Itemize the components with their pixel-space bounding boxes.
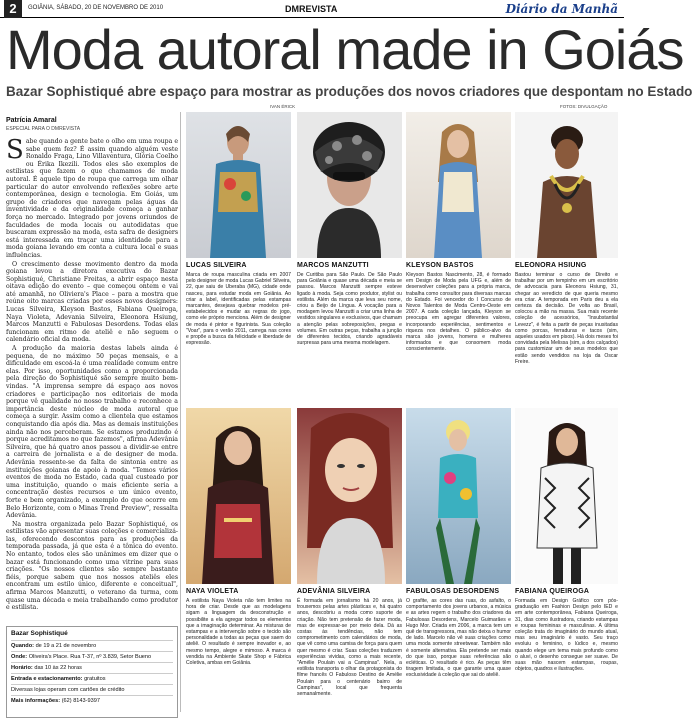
headline: Moda autoral made in Goiás [6, 18, 684, 81]
byline-role: ESPECIAL PARA O DMREVISTA [6, 126, 81, 132]
article-body [6, 135, 178, 618]
designer-name: ELEONORA HSIUNG [515, 262, 587, 269]
designer-description: Marca de roupa masculina criada em 2007 pelo designer de moda Lucas Gabriel Silveira, 22, que saiu de Uberaba (MG), cidade onde nasceu, para estudar moda em Goiânia. Ao criar a label, identificadas pelas estampas marcantes, desejava quebrar modelos pré-estabelecidos e mudar as regras do jogo, como ele próprio menciona. Além de designer de moda é pintor e figurinista. Sua coleção "Voar", para o verão 2011, carrega nas cores e propõe a busca da felicidade e liberdade de expressão. [186, 272, 291, 347]
designer-description: Bastou terminar o curso de Direito e trabalhar por um tempinho em um escritório de advocacia para Eleonora Hsiung, 31, chegar ao veredicto de que queria mesmo era criar. A temporada em Paris deu a ela certeza da decisão. De volta ao Brasil, colocou a mão na massa. Sua mais recente coleção de acessórios, "Insubstantial Levezz", é feita a partir de peças inusitadas como porcas, ferraduras e tacos (sim, aqueles usados em pisos). Há dois meses foi convidada pela Melissa (sim, a dos calçados) para customizar um de seus modelos que estão sendo vendidos na loja da Oscar Freire. [515, 272, 618, 365]
event-info-box [6, 626, 178, 718]
info-row: Diversas lojas operam com cartões de crédito [11, 684, 173, 695]
info-row: Quando: de 19 a 21 de novembro [11, 640, 173, 651]
drop-cap: S [6, 135, 24, 165]
designer-name: FABIANA QUEIROGA [515, 588, 590, 595]
photo-lucas-silveira [186, 112, 291, 258]
page-header-bar [0, 0, 624, 18]
designer-name: FABULOSAS DESORDENS [406, 588, 500, 595]
designer-name: NAYA VIOLETA [186, 588, 239, 595]
photo-fabiana-queiroga [515, 408, 618, 584]
designer-name: ADEVÂNIA SILVEIRA [297, 588, 371, 595]
info-row: Horário: das 10 às 22 horas [11, 662, 173, 673]
photo-naya-violeta [186, 408, 291, 584]
article-paragraph: abe quando a gente bate o olho em uma roupa e sabe quem fez? É assim quando alguém veste Ronaldo Fraga, Lino Villaventura, Glória Coelho ou Érika Ikezili. Todos eles são exemplos de estilistas que fazem o que chamamos de moda autoral. É aquele tipo de roupa que carrega um olhar particular do autor envolvendo reflexões sobre arte contemporânea, design e tecnologia. Em Goiás, um grupo de criadores que navegam pelas águas da inventividade e da originalidade começa a ganhar força no mercado. Integrado por jovens oriundos de faculdades de moda locais ou autodidatas que buscaram expressão na moda, esta safra de designers está interessada em traçar uma identidade para a moda goiana levando em conta a cultura local e suas influências. [6, 138, 178, 259]
photo-credit-left: IVAN ÉRICK [270, 104, 296, 109]
designer-description: Kleyson Bastos Nascimento, 28, é formado em Design de Moda pela UFG e, além de desenvolver coleções para a própria marca, trabalha como consultor para diversas marcas do Estado. Foi vencedor do I Concurso de Novos Talentos de Moda Centro-Oeste em 2007. A cada coleção lançada, Kleyson se preocupa em agregar diferentes valores, incorporando experiências, sentimentos e riqueza nos detalhes. O público-alvo da marca são jovens, homens e mulheres informados e que consomem moda conscientemente. [406, 272, 511, 353]
photo-adevania-silveira [297, 408, 402, 584]
info-row: Entrada e estacionamento: gratuitos [11, 673, 173, 684]
dateline: GOIÂNIA, SÁBADO, 20 DE NOVEMBRO DE 2010 [28, 5, 164, 11]
designer-name: LUCAS SILVEIRA [186, 262, 247, 269]
photo-eleonora-hsiung [515, 112, 618, 258]
designer-description: Formada em Design Gráfico com pós-graduação em Fashion Design pelo IED e em arte contemporânea, Fabiana Queiroga, 31, dias como ilustradora, criando estampas e roupas femininas e masculinas. A última coleção trata do imaginário do mundo atual, mas seu imaginário é vasto. Seu traço evoluiu o feminino, o lúdico e, mesmo quando elege um tema mais profundo como o aluvi, o desenho consegue ser suave. De suas mão nascem estampas, roupas, objetos, quadros e ilustrações. [515, 598, 618, 673]
info-box-title: Bazar Sophistiqué [11, 630, 68, 637]
page-number: 2 [4, 0, 22, 18]
photo-fabulosas-desordens [406, 408, 511, 584]
photo-marcos-manzutti [297, 112, 402, 258]
designer-description: A estilista Naya Violeta não tem limites na hora de criar. Desde que as modelagens sigam a linguagem da desconstrução e possibilite a ela agregar todos os elementos que a imaginação determinar. As misturas de estampas e a intervenção sobre o tecido são personalidade a todas as peças que saem do ateliê. O resultado é sempre inovador e, ao mesmo tempo, alegre e mimoso. A marca é vendida na Ambiente Skate Shop e Fábrica Coletiva, ambas em Goiânia. [186, 598, 291, 667]
article-paragraph: Na mostra organizada pelo Bazar Sophistiqué, os estilistas vão apresentar suas coleções e comercializá-las, oferecendo descontos para as produções da temporada passada, já que esta é a tônica do evento. No entanto, todos eles são unânimes em dizer que o bazar está funcionando como uma vitrine para suas criações. "Os nossos clientes são sempre bastante fiéis, porque sabem que nos nossos ateliês eles encontram um estilo único, diferente e conceitual", afirma Marcos Manzutti, o veterano da turma, com quase uma década e meia trabalhando como produtor e estilista. [6, 520, 178, 612]
designer-description: De Curitiba para São Paulo. De São Paulo para Goiânia e quase uma década e meia se passou. Marcos Manzutti sempre esteve ligado à moda. Seja como produtor, stylist ou estilista. Além da marca que leva seu nome, criou a Beijo de Língua. A vocação para a modagem levou Manzutti a criar uma linha de vestidos singulares e exclusivos, que chamam a atenção pelas sobreposições, pregas e volumes. Em outras peças, trabalha a junção de diferentes tecidos, criando agradáveis surpresas para uma mesma modelagem. [297, 272, 402, 347]
article-paragraph: O crescimento desse movimento dentro da moda goiana levou a diretora executiva do Bazar Sophistiqué, Christiane Freitas, a abrir espaço nesta oitava edição do evento – que começou ontem e vai até amanhã, no Oliviera's Place – para a mostra que reúne oito marcas criadas por esses novos designers: Lucas Silveira, Kleyson Bastos, Fabiana Queiroga, Naya Violeta, Adevania Silveira, Eleonora Hsiung, Marcos Manzutti e Fabulosas Desordens. Todas elas funcionam em ritmo de ateliê e não seguem o calendário oficial da moda. [6, 260, 178, 344]
column-divider [180, 112, 181, 712]
newspaper-masthead: Diário da Manhã [505, 2, 618, 16]
designer-description: É formada em jornalismo há 20 anos, já trouxemos pelas artes plásticas e, há quatro anos, descobriu a moda como suporte de criação. Não tem pretensão de fazer moda, mas de expressar-se por meio dela. Dá as costas às tendências, não tem comprometimento com calendários de moda, que vê como uma camisa de força para quem quer mesmo é criar. Suas coleções traduzem experiências vividas, como a mais recente, "Amélie Poulain vai a Campinas". Nela, a estilista transporta o olhar da protagonista do filme francês O Fabuloso Destino de Amélie Poulain para o centenário bairro de Campinas", local que frequenta semanalmente. [297, 598, 402, 698]
section-name: DMREVISTA [285, 4, 338, 14]
info-row: Mais informações: (62) 8143-9397 [11, 695, 173, 706]
byline-author: Patrícia Amaral [6, 117, 57, 124]
photo-credit-right: FOTOS: DIVULGAÇÃO [560, 104, 608, 109]
subheadline: Bazar Sophistiqué abre espaço para mostrar as produções dos novos criadores que despontam no Estado [6, 84, 692, 99]
designer-description: O grafite, as cores das ruas, do asfalto, o comportamento dos jovens urbanos, a música e as artes regem o trabalho dos criadores da Fabulosas Desordens, Marcelo Guimarães e Hugo Mor. Criada em 2006, a marca tem um quê de transgressora, mas não deixa o humor de lado. Marcelo não vê suas criações como uma moda somente streetwear. Também não é somente alternativa. Ela pretende ser mais do que isso, porque suas referências são ecléticas. O resultado é rico. As peças têm tiragem limitada, o que garante uma quase exclusividade à coleção que sai do ateliê. [406, 598, 511, 679]
info-row: Onde: Oliveira's Place. Rua T-37, nº 3.839, Setor Bueno [11, 651, 173, 662]
photo-kleyson-bastos [406, 112, 511, 258]
designer-name: KLEYSON BASTOS [406, 262, 474, 269]
article-paragraph: A produção da maioria destas labels ainda é pequena, de no máximo 50 peças mensais, e a dificuldade em escoá-la é uma realidade comum entre elas. Por isso, oportunidades como a proporcionada pela direção do Sophistiqué são sempre muito bem-vindas. "A imprensa sempre dá espaço aos novos criadores e participação nos editoriais de moda porque vê qualidade no nosso trabalho e reconhece a importância deste núcleo de moda autoral que começa a surgir. Assim como a clientela que estamos conquistando dia após dia. Mas as demais instituições ainda não nos perceberam. Se estamos produzindo é porque acreditamos no que fazemos", afirma Adevânia Silveira, que há quatro anos passou a dividir-se entre a carreira de jornalista e a de designer de moda. Adevânia ressente-se da falta de sintonia entre as instituições goianas de apoio à moda. "Temos vários eventos de moda no Estado, cada qual custeado por uma instituição, quando o mais eficiente seria a concentração destes recursos e um único evento, forte e bem organizado, a exemplo do que ocorre em Belo Horizonte, com o Minas Trend Preview", ressalta Adevânia. [6, 345, 178, 520]
designer-name: MARCOS MANZUTTI [297, 262, 369, 269]
